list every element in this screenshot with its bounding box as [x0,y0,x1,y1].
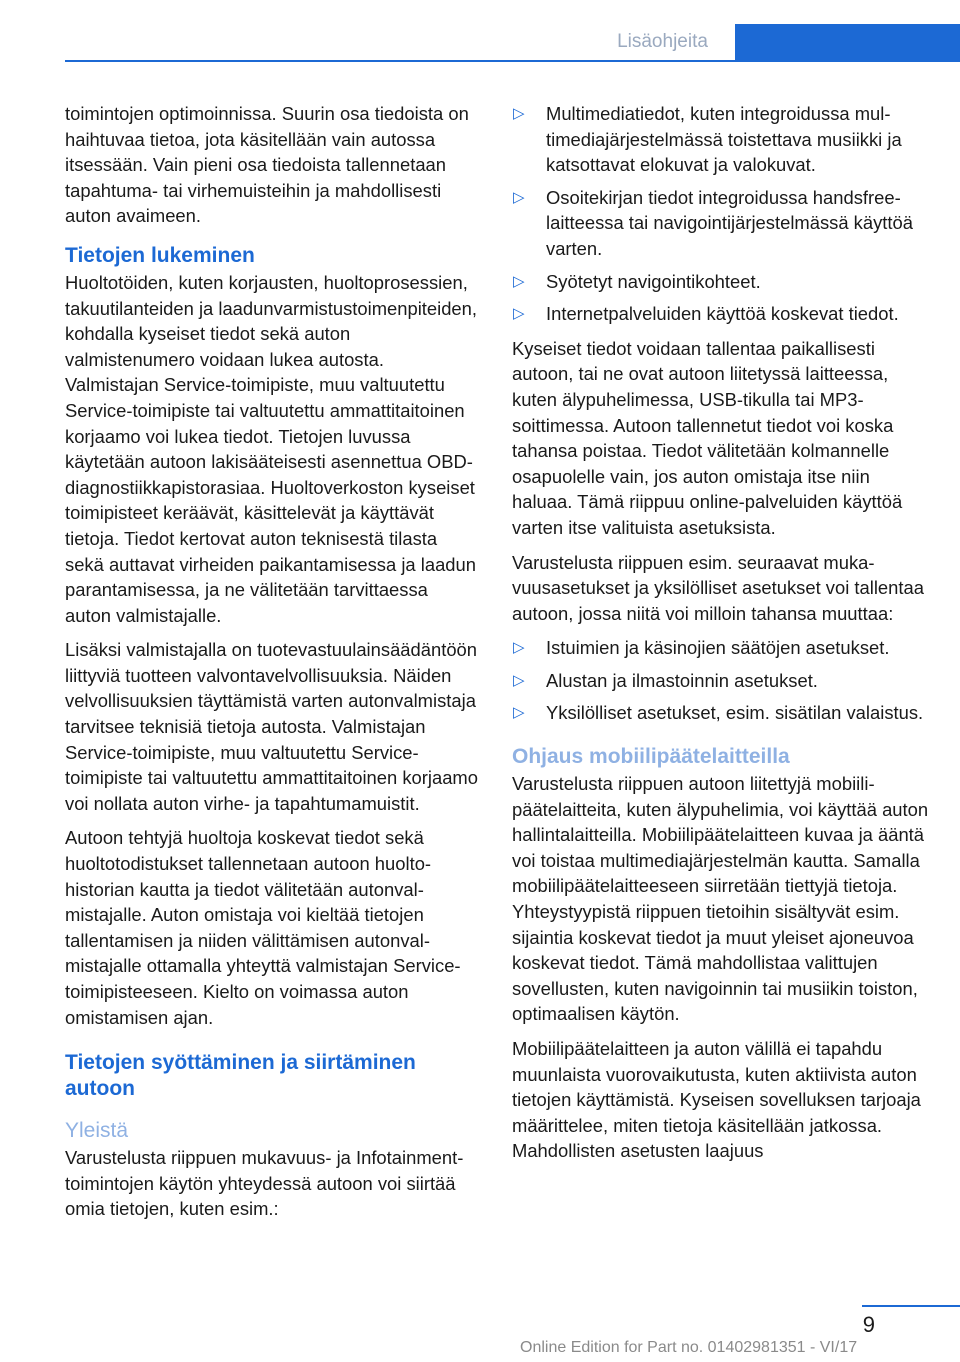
list-item-text: Osoitekirjan tiedot integroidussa handsfree-laitteessa tai navigointijärjestelmässä käyttöä varten. [546,186,913,259]
paragraph-mobile-interaction: Mobiilipäätelaitteen ja auton välillä ei tapahdu muunlaista vuorovaikutusta, kuten aktiivista auton tietojen käyttämistä. Kyseisen sovelluksen tarjoaja määrittelee, miten tietoja käsitellään jatkossa. Mahdollisten asetusten laajuus [512,1038,921,1162]
section-label: Lisäohjeita [590,24,735,60]
paragraph-reading-data: Huoltotöiden, kuten korjausten, huoltoprosessien, takuutilanteiden ja laadunvarmistustoimenpiteiden, kohdalla kyseiset tiedot sekä auton valmistenumero voidaan lukea autosta. Valmistajan Service-toimipiste, muu valtuutettu Service-toimipiste tai valtuutettu ammattitaitoinen korjaamo voi lukea tiedot. Tietojen luvussa käytetään autoon lakisääteisesti asennettua OBD-diagnostiikkapistorasiaa. Huoltoverkoston kyseiset toimipisteet keräävät, käsittelevät ja käyttävät tietoja. Tiedot kertovat auton teknisestä tilasta sekä auttavat virheiden paikantamisessa ja laadun parantamisessa, ja ne välitetään tarvittaessa auton valmistajalle. [65,271,478,626]
heading-general: Yleistä [65,1119,129,1143]
list-item-text: Yksilölliset asetukset, esim. sisätilan valaistus. [546,702,924,724]
triangle-bullet-icon: ▷ [513,105,525,122]
triangle-bullet-icon: ▷ [513,704,525,722]
paragraph-mobile-devices: Varustelusta riippuen autoon liitettyjä mobiilipäätelaitteita, kuten älypuhelimia, voi käyttää auton hallintalaitteilla. Mobiilipäätelaitteen kuvaa ja ääntä voi toistaa multimediajärjestelmän kautta. Samalla mobiilipäätelaitteeseen siirretään tiettyjä tietoja. Yhteystyypistä riippuen tietoihin sisältyvät esim. sijaintia koskevat tiedot ja muut yleiset ajoneuvoa koskevat tiedot. Tämä mahdollistaa valittujen sovellusten, kuten navigoinnin tai musiikin toiston, optimaalisen käytön. [512,773,929,1025]
page-number: 9 [862,1312,875,1337]
triangle-bullet-icon: ▷ [513,272,525,290]
list-item [512,700,932,726]
triangle-bullet-icon: ▷ [513,671,525,689]
list-item-text: Istuimien ja käsinojien säätöjen asetukset. [546,637,890,659]
list-item [512,101,932,178]
header-accent-block [735,24,960,62]
heading-reading-data: Tietojen lukeminen [65,243,255,267]
list-item [512,668,932,694]
triangle-bullet-icon: ▷ [513,305,525,323]
list-item-text: Multimediatiedot, kuten integroidussa multimediajärjestelmässä toistettava musiikki ja katsottavat elokuvat ja valokuvat. [546,103,902,176]
triangle-bullet-icon: ▷ [513,188,525,206]
data-types-list [512,101,932,327]
list-item-text: Alustan ja ilmastoinnin asetukset. [546,669,818,691]
list-item-text: Internetpalveluiden käyttöä koskevat tiedot. [546,303,899,325]
paragraph-local-storage: Kyseiset tiedot voidaan tallentaa paikallisesti autoon, tai ne ovat autoon liitetyssä laitteessa, kuten älypuhelimessa, USB-tikulla tai MP3-soittimessa. Autoon tallennetut tiedot voi koska tahansa poistaa. Tiedot välitetään kolmannelle osapuolelle vain, jos auton omistaja itse niin haluaa. Tämä riippuu online-palveluiden käyttöä varten itse valituista asetuksista. [512,337,903,538]
list-item-text: Syötetyt navigointikohteet. [546,270,761,292]
heading-data-input: Tietojen syöttäminen ja siirtäminen autoon [65,1051,416,1101]
list-item [512,635,932,661]
left-column [65,101,479,1231]
paragraph-optimization: toimintojen optimoinnissa. Suurin osa tiedoista on haihtuvaa tietoa, jota käsitellään vain autossa itsessään. Vain pieni osa tiedoista tallennetaan tapahtuma- tai virhemuisteihin ja mahdollisesti auton avaimeen. [65,103,469,227]
paragraph-service-history: Autoon tehtyjä huoltoja koskevat tiedot sekä huoltotodistukset tallennetaan autoon huoltohistorian kautta ja tiedot välitetään autonvalmistajalle. Auton omistaja voi kieltää tietojen tallentamisen ja niiden välittämisen autonvalmistajalle ottamalla yhteyttä valmistajan Service-toimipisteeseen. Kielto on voimassa auton omistamisen ajan. [65,827,461,1028]
triangle-bullet-icon: ▷ [513,639,525,657]
paragraph-product-liability: Lisäksi valmistajalla on tuotevastuulainsäädäntöön liittyviä tuotteen valvontavelvollisuuksia. Näiden velvollisuuksien täyttämistä varten autonvalmistaja tarvitsee teknisiä tietoja autosta. Valmistajan Service-toimipiste, muu valtuutettu Service-toimipiste tai valtuutettu ammattitaitoinen korjaamo voi nollata auton virhe- ja tapahtumamuistit. [65,639,478,814]
edition-footer: Online Edition for Part no. 01402981351 - VI/17 [520,1339,858,1356]
footer-rule [862,1305,960,1307]
right-column [512,101,932,1173]
heading-mobile-control: Ohjaus mobiilipäätelaitteilla [512,745,790,769]
list-item [512,185,932,262]
settings-list [512,635,932,726]
paragraph-comfort-settings: Varustelusta riippuen esim. seuraavat mukavuusasetukset ja yksilölliset asetukset voi tallentaa autoon, jossa niitä voi milloin tahansa muuttaa: [512,551,924,624]
paragraph-infotainment: Varustelusta riippuen mukavuus- ja Infotainment-toimintojen käytön yhteydessä autoon voi siirtää omia tietojen, kuten esim.: [65,1147,464,1220]
list-item [512,301,932,327]
list-item [512,269,932,295]
